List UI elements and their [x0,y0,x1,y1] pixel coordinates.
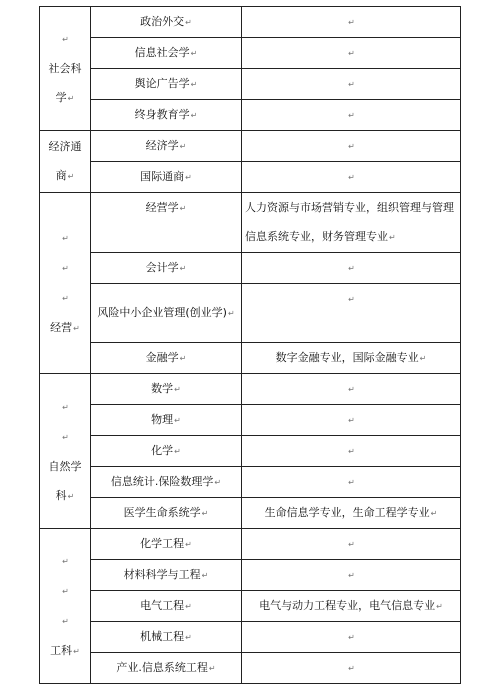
note-cell [242,131,461,162]
group-label-line: 学 [55,91,67,104]
paragraph-mark-icon: ↵ [174,447,181,456]
paragraph-mark-icon: ↵ [179,264,187,273]
group-label-line: 社会科 [48,62,82,75]
note-cell [242,436,461,467]
subject-cell [91,100,242,131]
paragraph-mark-icon: ↵ [348,173,355,182]
paragraph-mark-icon: ↵ [62,617,69,626]
note-cell [242,284,461,343]
subject-cell [91,467,242,498]
subject-cell [91,591,242,622]
paragraph-mark-icon: ↵ [62,402,69,412]
paragraph-mark-icon: ↵ [348,142,355,151]
subject-text: 终身教育学 [134,108,190,121]
paragraph-mark-icon: ↵ [67,94,75,103]
group-label-line: 经营 [50,321,73,334]
note-cell [242,622,461,653]
subject-text: 产业.信息系统工程 [116,661,208,674]
paragraph-mark-icon: ↵ [174,385,181,394]
note-cell [242,498,461,529]
paragraph-mark-icon: ↵ [201,571,209,580]
subject-cell [91,253,242,284]
note-cell [242,653,461,684]
note-text: 人力资源与市场营销专业，组织管理与管理信息系统专业，财务管理专业 [245,201,454,243]
paragraph-mark-icon: ↵ [348,633,355,642]
group-label-line: 自然学 [48,459,82,473]
note-cell [242,7,461,38]
paragraph-mark-icon: ↵ [62,294,69,303]
paragraph-mark-icon: ↵ [348,111,355,120]
paragraph-mark-icon: ↵ [348,447,355,456]
subject-cell [91,193,242,253]
paragraph-mark-icon: ↵ [73,647,80,656]
note-cell [242,38,461,69]
subject-cell [91,436,242,467]
group-cell-engineering [40,529,91,684]
note-cell [242,162,461,193]
table-row [40,253,461,284]
paragraph-mark-icon: ↵ [348,571,355,580]
paragraph-mark-icon: ↵ [348,295,355,304]
subject-cell [91,7,242,38]
paragraph-mark-icon: ↵ [179,354,187,363]
table-row [40,343,461,374]
subject-cell [91,653,242,684]
subject-text: 会计学 [145,261,179,274]
paragraph-mark-icon: ↵ [67,491,75,501]
paragraph-mark-icon: ↵ [389,233,396,242]
paragraph-mark-icon: ↵ [62,557,69,566]
group-label-line: 科 [55,488,67,502]
paragraph-mark-icon: ↵ [185,18,192,27]
paragraph-mark-icon: ↵ [62,264,69,273]
majors-table [39,6,461,684]
paragraph-mark-icon: ↵ [62,432,69,442]
subject-text: 金融学 [145,351,179,364]
subject-cell [91,529,242,560]
paragraph-mark-icon: ↵ [348,540,355,549]
subject-text: 经营学 [145,201,179,214]
group-cell-business [40,193,91,374]
note-text: 生命信息学专业，生命工程学专业 [264,506,430,519]
note-cell [242,591,461,622]
group-label-line: 经济通 [48,140,82,153]
subject-cell [91,622,242,653]
note-cell [242,467,461,498]
paragraph-mark-icon: ↵ [185,540,192,549]
paragraph-mark-icon: ↵ [73,324,80,333]
paragraph-mark-icon: ↵ [201,509,209,518]
subject-cell [91,284,242,343]
subject-text: 机械工程 [140,630,185,643]
paragraph-mark-icon: ↵ [348,264,355,273]
subject-text: 化学 [151,444,174,457]
table-row [40,7,461,38]
subject-cell [91,560,242,591]
note-cell [242,193,461,253]
group-cell-economics [40,131,91,193]
paragraph-mark-icon: ↵ [348,18,355,27]
table-row [40,529,461,560]
note-cell [242,69,461,100]
paragraph-mark-icon: ↵ [190,111,198,120]
note-cell [242,253,461,284]
table-row [40,284,461,343]
table-row [40,653,461,684]
paragraph-mark-icon: ↵ [62,234,69,243]
paragraph-mark-icon: ↵ [348,49,355,58]
subject-text: 化学工程 [140,537,185,550]
table-row [40,436,461,467]
subject-text: 信息统计.保险数理学 [110,475,214,488]
table-row [40,69,461,100]
subject-cell [91,343,242,374]
subject-text: 信息社会学 [134,46,190,59]
subject-text: 经济学 [145,139,179,152]
subject-cell [91,38,242,69]
subject-cell [91,498,242,529]
group-label-line: 商 [55,169,67,182]
subject-cell [91,162,242,193]
table-row [40,405,461,436]
table-row [40,131,461,162]
subject-text: 材料科学与工程 [123,568,201,581]
group-cell-natural-science [40,374,91,529]
paragraph-mark-icon: ↵ [348,385,355,394]
paragraph-mark-icon: ↵ [227,309,235,318]
note-cell [242,100,461,131]
subject-text: 舆论广告学 [134,77,190,90]
paragraph-mark-icon: ↵ [208,664,216,673]
note-cell [242,374,461,405]
paragraph-mark-icon: ↵ [62,35,69,44]
note-cell [242,560,461,591]
paragraph-mark-icon: ↵ [174,416,181,425]
paragraph-mark-icon: ↵ [430,509,438,518]
table-row [40,560,461,591]
paragraph-mark-icon: ↵ [185,633,192,642]
subject-text: 政治外交 [140,15,185,28]
table-row [40,467,461,498]
table-row [40,374,461,405]
subject-text: 医学生命系统学 [123,506,201,519]
paragraph-mark-icon: ↵ [436,602,443,611]
subject-text: 风险中小企业管理(创业学) [97,306,227,319]
group-cell-social-science [40,7,91,131]
paragraph-mark-icon: ↵ [67,172,75,181]
paragraph-mark-icon: ↵ [185,173,192,182]
subject-text: 电气工程 [140,599,185,612]
note-cell [242,529,461,560]
table-row [40,100,461,131]
table-row [40,38,461,69]
group-label-line: 工科 [50,644,73,657]
subject-cell [91,374,242,405]
table-row [40,591,461,622]
note-text: 数字金融专业，国际金融专业 [275,351,419,364]
paragraph-mark-icon: ↵ [62,587,69,596]
paragraph-mark-icon: ↵ [348,80,355,89]
subject-cell [91,131,242,162]
table-row [40,498,461,529]
subject-text: 数学 [151,382,174,395]
paragraph-mark-icon: ↵ [348,478,355,487]
subject-cell [91,405,242,436]
paragraph-mark-icon: ↵ [185,602,192,611]
note-cell [242,343,461,374]
paragraph-mark-icon: ↵ [348,664,355,673]
table-row [40,193,461,253]
table-row [40,162,461,193]
paragraph-mark-icon: ↵ [179,142,187,151]
subject-text: 国际通商 [140,170,185,183]
note-text: 电气与动力工程专业，电气信息专业 [259,599,436,612]
paragraph-mark-icon: ↵ [190,80,198,89]
paragraph-mark-icon: ↵ [190,49,198,58]
paragraph-mark-icon: ↵ [179,204,187,213]
paragraph-mark-icon: ↵ [214,478,222,487]
paragraph-mark-icon: ↵ [348,416,355,425]
subject-cell [91,69,242,100]
note-cell [242,405,461,436]
paragraph-mark-icon: ↵ [419,354,427,363]
subject-text: 物理 [151,413,174,426]
table-row [40,622,461,653]
